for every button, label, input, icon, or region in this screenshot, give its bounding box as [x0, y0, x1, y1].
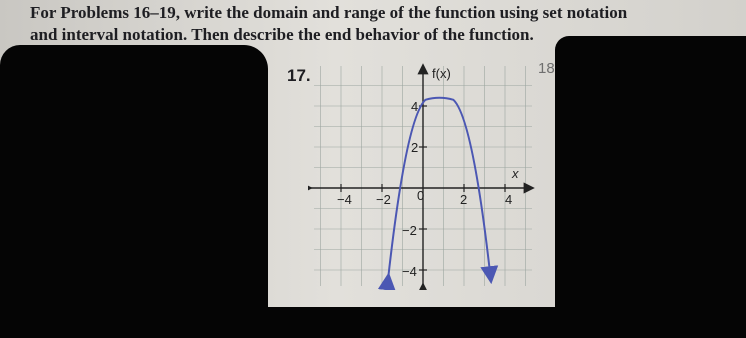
y-tick-label-neg2: −2 [402, 223, 417, 238]
instructions-line-2: and interval notation. Then describe the end behavior of the function. [30, 25, 534, 44]
x-tick-label-2: 2 [460, 192, 468, 207]
x-axis-label: x [512, 166, 519, 181]
bottom-redaction-mask [230, 307, 610, 338]
left-redaction-mask [0, 45, 268, 338]
y-axis-label: f(x) [432, 66, 451, 81]
x-tick-label-4: 4 [505, 192, 513, 207]
instructions-line-1: For Problems 16–19, write the domain and range of the function using set notation [30, 3, 628, 22]
x-tick-label-neg4: −4 [337, 192, 352, 207]
y-tick-label-2: 2 [411, 140, 419, 155]
function-graph [308, 60, 538, 290]
y-tick-label-4: 4 [411, 99, 419, 114]
right-redaction-mask [555, 36, 746, 338]
graph-axes [310, 66, 532, 285]
x-tick-label-neg2: −2 [376, 192, 391, 207]
next-problem-number: 18 [538, 60, 555, 77]
x-tick-label-0: 0 [417, 188, 425, 203]
problem-number: 17. [287, 66, 311, 85]
y-tick-label-neg4: −4 [402, 264, 417, 279]
